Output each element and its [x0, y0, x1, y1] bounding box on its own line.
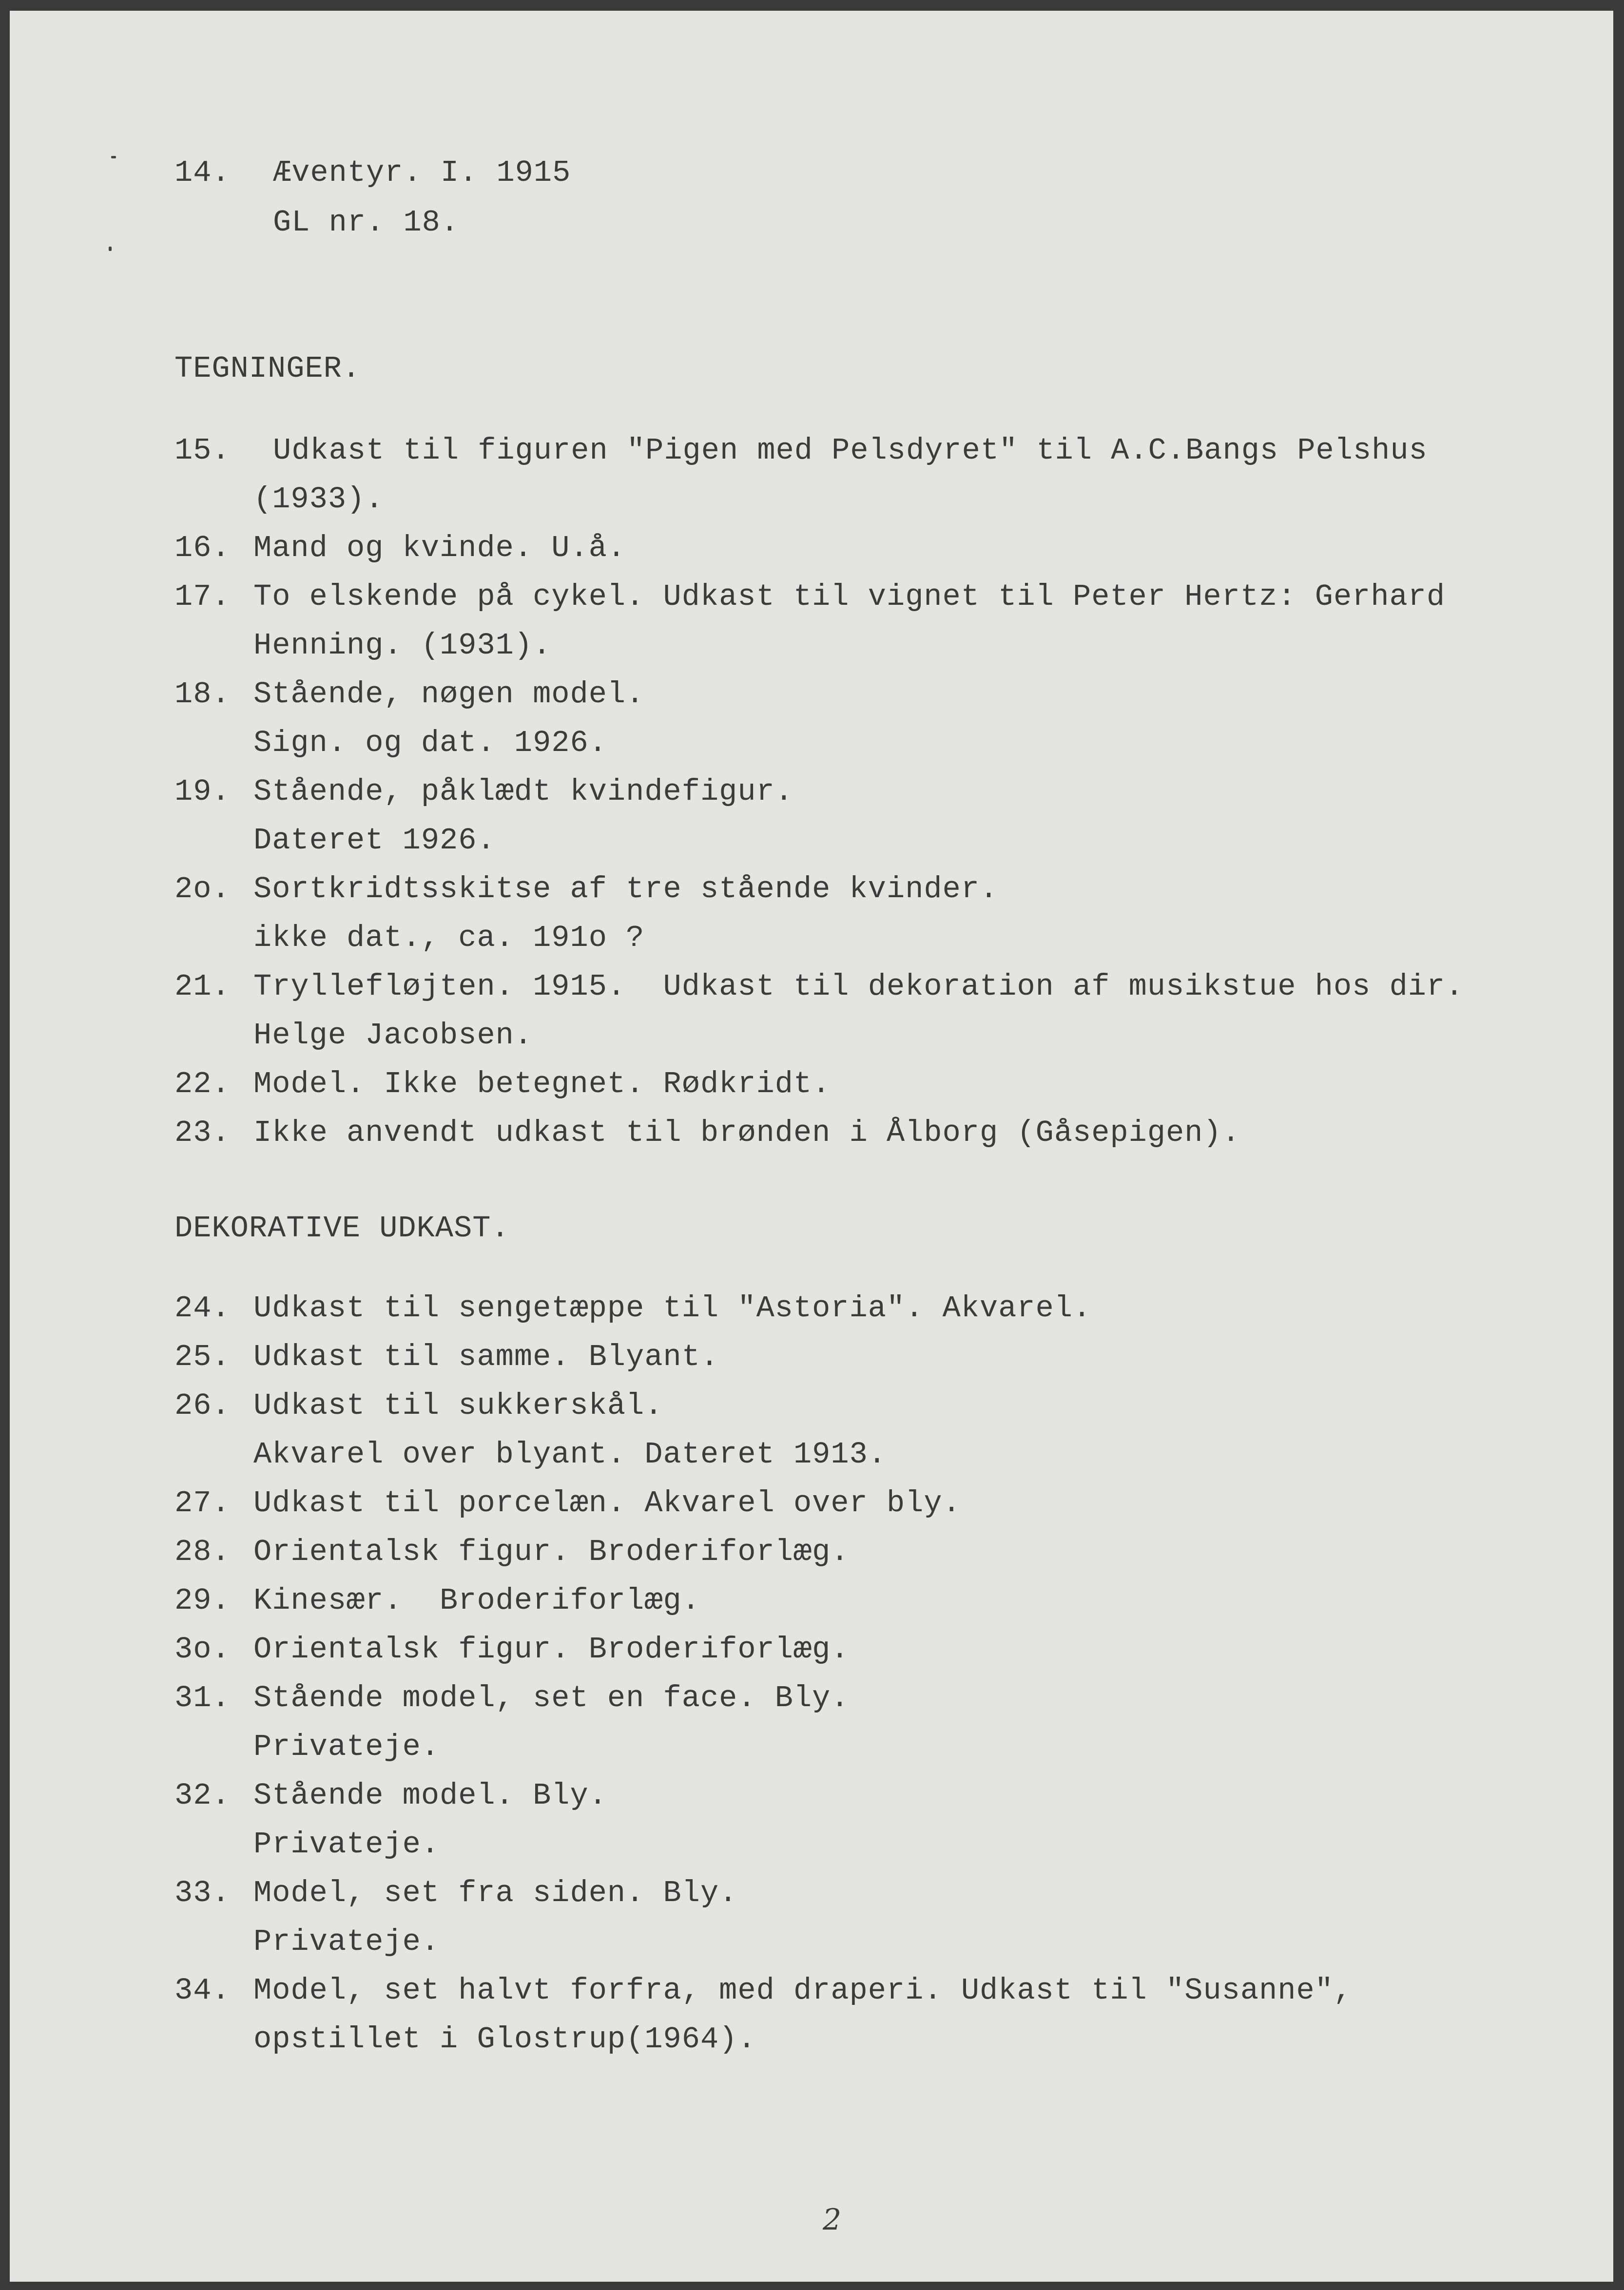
page-number: 2 [823, 2203, 842, 2237]
item-text: Udkast til sukkerskål. [253, 1388, 663, 1423]
item-text: Dateret 1926. [253, 823, 496, 858]
item-text: Sortkridtsskitse af tre stående kvinder. [253, 872, 999, 906]
item-text: Ikke anvendt udkast til brønden i Ålborg (Gåsepigen). [253, 1116, 1240, 1150]
item-number: 32. [174, 1778, 231, 1813]
item-number: 33. [174, 1876, 231, 1910]
item-text: To elskende på cykel. Udkast til vignet til Peter Hertz: Gerhard [253, 579, 1446, 614]
item-number: 24. [174, 1291, 231, 1326]
item-text: Henning. (1931). [253, 628, 552, 663]
item-number: 15. [174, 433, 231, 468]
item-number: 23. [174, 1116, 231, 1150]
item-text: Model. Ikke betegnet. Rødkridt. [253, 1067, 831, 1101]
item-number: 19. [174, 774, 231, 809]
margin-mark [111, 156, 116, 158]
item-text: Udkast til figuren "Pigen med Pelsdyret" til A.C.Bangs Pelshus [273, 433, 1428, 468]
item-number: 27. [174, 1486, 231, 1520]
item-text: Orientalsk figur. Broderiforlæg. [253, 1632, 850, 1667]
section-heading: DEKORATIVE UDKAST. [174, 1211, 510, 1246]
entry-title: Æventyr. I. 1915 [273, 155, 571, 190]
item-text: ikke dat., ca. 191o ? [253, 921, 645, 955]
item-text: Model, set fra siden. Bly. [253, 1876, 738, 1910]
margin-mark [109, 247, 112, 251]
item-text: Orientalsk figur. Broderiforlæg. [253, 1535, 850, 1569]
item-text: Udkast til samme. Blyant. [253, 1340, 719, 1374]
item-number: 31. [174, 1681, 231, 1715]
item-number: 34. [174, 1973, 231, 2008]
item-number: 18. [174, 677, 231, 712]
item-number: 28. [174, 1535, 231, 1569]
item-text: Akvarel over blyant. Dateret 1913. [253, 1437, 887, 1472]
item-text: Privateje. [253, 1730, 440, 1764]
item-number: 21. [174, 969, 231, 1004]
item-text: Model, set halvt forfra, med draperi. Udkast til "Susanne", [253, 1973, 1353, 2008]
item-text: Udkast til porcelæn. Akvarel over bly. [253, 1486, 961, 1520]
item-text: (1933). [253, 482, 384, 517]
item-text: opstillet i Glostrup(1964). [253, 2022, 756, 2057]
item-number: 3o. [174, 1632, 231, 1667]
item-text: Sign. og dat. 1926. [253, 726, 607, 760]
item-text: Stående model, set en face. Bly. [253, 1681, 850, 1715]
item-text: Tryllefløjten. 1915. Udkast til dekoration af musikstue hos dir. [253, 969, 1464, 1004]
item-number: 17. [174, 579, 231, 614]
item-text: Stående, påklædt kvindefigur. [253, 774, 793, 809]
item-number: 2o. [174, 872, 231, 906]
document-page [10, 11, 1613, 2282]
item-number: 16. [174, 531, 231, 565]
item-text: Stående model. Bly. [253, 1778, 607, 1813]
item-number: 29. [174, 1583, 231, 1618]
entry-ref: GL nr. 18. [273, 205, 460, 240]
item-number: 25. [174, 1340, 231, 1374]
item-number: 26. [174, 1388, 231, 1423]
section-heading: TEGNINGER. [174, 351, 361, 386]
item-text: Mand og kvinde. U.å. [253, 531, 626, 565]
item-text: Kinesær. Broderiforlæg. [253, 1583, 700, 1618]
entry-number: 14. [174, 155, 231, 190]
item-text: Helge Jacobsen. [253, 1018, 533, 1053]
item-text: Udkast til sengetæppe til "Astoria". Akvarel. [253, 1291, 1092, 1326]
item-text: Stående, nøgen model. [253, 677, 645, 712]
item-text: Privateje. [253, 1924, 440, 1959]
item-number: 22. [174, 1067, 231, 1101]
item-text: Privateje. [253, 1827, 440, 1862]
